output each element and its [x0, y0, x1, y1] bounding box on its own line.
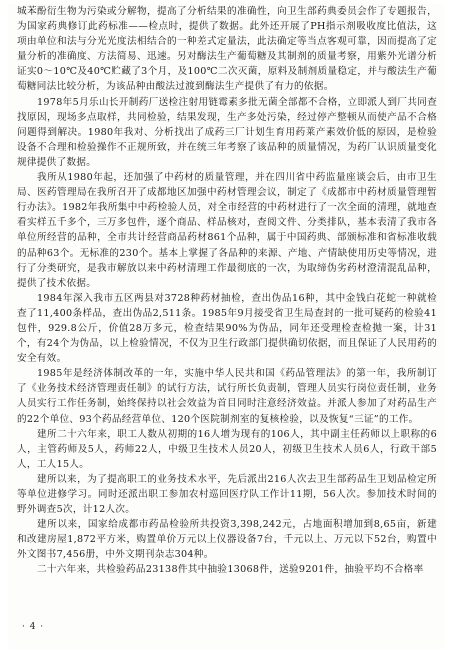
paragraph-6: 建所二十六年来，职工人数从初期的16人增为现有的106人，其中副主任药师以上职称的6人，主管药师及5人，药师22人，中级卫生技术人员20人，初级卫生技术人员6人，行政干部5人，工人15人。 [17, 428, 437, 470]
page-number: · 4 · [22, 622, 45, 632]
paragraph-3: 我所从1980年起，还加强了中药材的质量管理，并在四川省中药监量座谈会后，由市卫生局、医药管理局在我所召开了成都地区加强中药材管理会议，制定了《成都市中药材质量管理暂行办法》。1982年我所集中中药检验人员，对全市经营的中药材进行了一次全面的清理，就地查看实样五千多个，三万多包件，逐个商品、样品核对，查阅文件、分类排队，基本表清了我市各单位所经营的品种，全市共计经营商品药材861个品种，属于中国药典、部颁标准和省标准收载的品种63个。无标准的230个。基本上掌握了各品种的来源、产地、产情缺使用历史等情况，进行了分类研究，是我市解放以来中药材清理工作最彻底的一次，为取缔伪劣药材澄清混乱品种，提供了技术依据。 [17, 172, 437, 289]
paragraph-8: 建所以来，国家给成都市药品检验所共投资3,398,242元，占地面积增加到8,65亩，新建和改建房屋1,872平方米，购置单价万元以上仪器设备7台，千元以上、万元以下52台，购置中外文图书7,456册，中外文期刊杂志304种。 [17, 519, 437, 561]
paragraph-4: 1984年深入我市五区两县对3728种药材抽检，查出伪品16种，其中金钱白花蛇一种就检查了11,400条样品，查出伪品2,511条。1985年9月接受省卫生局查封的一批可疑药的检验41包件，929.8公斤，价值28万多元，检查结果90%为伪品，同年还受理检查检抛一案，计31个，有24个为伪品，以上检验情况，不仅为卫生行政部门提供确切依据，而且保证了人民用药的安全有效。 [17, 292, 437, 365]
paragraph-1: 城苯酚衍生物为污染或分解物，提高了分析结果的准确性，向卫生部药典委员会作了专题报告，为国家药典修订此药标准——检点时，提供了数据。此外还开展了PH指示剂吸收度比值法，这项由单位和法与分光光度法相结合的一种差式定量法，此法确定等当点客观可靠，因而提高了定量分析的准确度、方法简易、迅速。另对酶法生产葡萄糖及其制剂的质量考察，用紫外光谱分析证实0～10℃及40℃贮藏了3个月，及100℃二次灭菌，原料及制剂质量稳定，并与酸法生产葡萄糖同法比较分析，为该品种由酸法过渡到酶法生产提供了有力的依据。 [17, 6, 437, 93]
page-body [17, 4, 437, 578]
paragraph-5: 1985年是经济体制改革的一年，实施中华人民共和国《药品管理法》的第一年，我所制订了《业务技术经济管理责任制》的试行方法，试行所长负责制，管理人员实行岗位责任制，业务人员实行工作任务制，始终保持以社会效益为首目同时注意经济效益。并派人参加了对药品生产的22个单位、93个药品经营单位、120个医院制剂室的复核检验，以及恢复“三证”的工作。 [17, 368, 437, 425]
document-page [8, 4, 445, 649]
paragraph-2: 1978年5月乐山长开制药厂送检注射用链霉素多批无菌全部都不合格，立即派人到厂共同查找原因，现场多点取样，共同检验，结果发现，生产多处污染，经过停产整顿从而使产品不合格问题得到解决。1980年我对、分析找出了成药三厂计划生育用药莱产素效价低的原因，是检验设备不合理和检验操作不正规所致，并在统三年考察了该品种的质量情况，为药厂认识质量变化规律提供了数据。 [17, 96, 437, 168]
paragraph-9: 二十六年来，共检验药品23138件其中抽验13068件，送验9201件，抽验平均不合格率 [37, 564, 424, 576]
paragraph-7: 建所以来，为了提高职工的业务技术水平，先后派出216人次去卫生部药品生卫划品检定所等单位进修学习。同时还派出职工参加农村巡回医疗队工作计11期，56人次。参加技术时间的野外调查5次，计12人次。 [17, 473, 437, 516]
